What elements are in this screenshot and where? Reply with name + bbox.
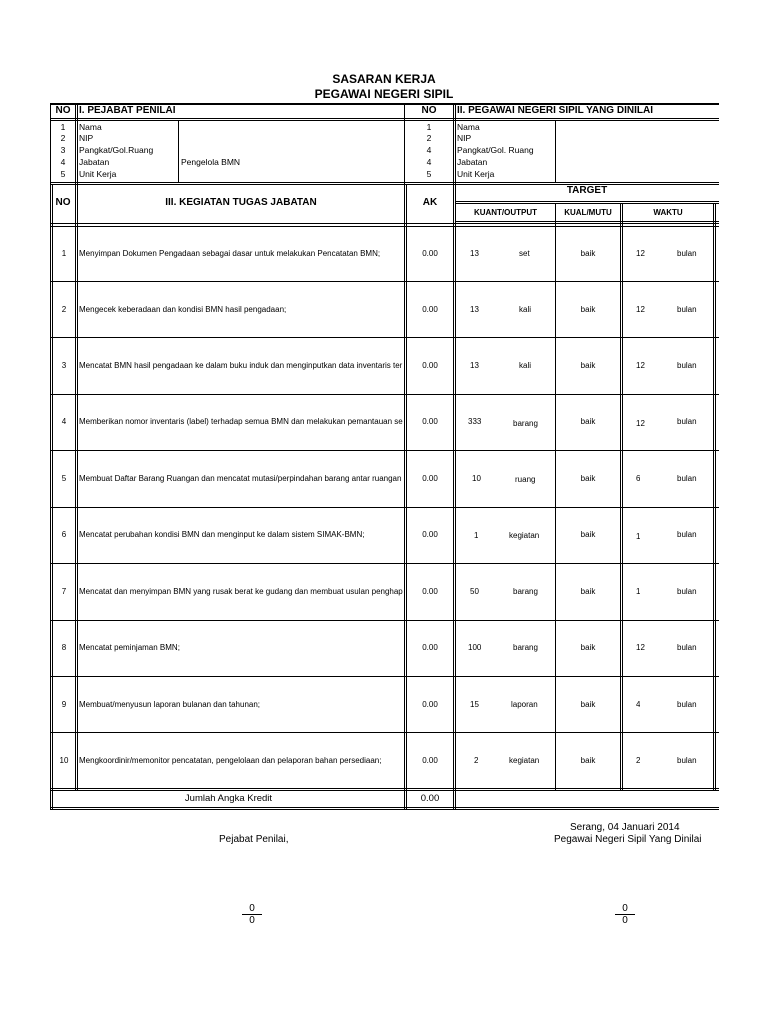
row-waktu: 12	[636, 305, 645, 314]
row-waktu: 2	[636, 756, 641, 765]
row-qty: 1	[474, 531, 479, 540]
row-kual: baik	[580, 643, 596, 652]
s2-num: 2	[426, 133, 432, 143]
row-waktu: 12	[636, 249, 645, 258]
row-ak: 0.00	[422, 305, 438, 314]
row-qty: 50	[470, 587, 479, 596]
s1-label-pangkat: Pangkat/Gol.Ruang	[79, 145, 154, 155]
row-number: 10	[59, 756, 69, 765]
s1-num: 2	[60, 133, 66, 143]
row-waktu: 12	[636, 361, 645, 370]
right-signatory-title: Pegawai Negeri Sipil Yang Dinilai	[554, 834, 702, 845]
col-header-target: TARGET	[566, 185, 608, 196]
right-signatory-nip-value: 0	[622, 915, 628, 926]
row-kual: baik	[580, 305, 596, 314]
row-ak: 0.00	[422, 417, 438, 426]
row-ak: 0.00	[422, 700, 438, 709]
left-signatory-name	[242, 903, 262, 926]
row-kual: baik	[580, 587, 596, 596]
row-qty: 13	[470, 305, 479, 314]
row-waktu-unit: bulan	[677, 643, 697, 652]
s2-label-unit-kerja: Unit Kerja	[457, 169, 495, 179]
row-number: 1	[61, 249, 67, 258]
row-qty: 13	[470, 361, 479, 370]
row-qty: 2	[474, 756, 479, 765]
s2-num: 5	[426, 169, 432, 179]
row-activity: Membuat/menyusun laporan bulanan dan tahunan;	[79, 700, 261, 709]
document-subtitle: PEGAWAI NEGERI SIPIL	[314, 87, 454, 101]
col-header-ak: AK	[422, 197, 438, 208]
right-signatory-name-value: 0	[615, 903, 635, 915]
row-unit: kegiatan	[509, 756, 540, 765]
s1-num: 1	[60, 122, 66, 132]
row-waktu: 1	[636, 587, 641, 596]
row-kual: baik	[580, 530, 596, 539]
s1-num: 5	[60, 169, 66, 179]
row-number: 9	[61, 700, 67, 709]
col-header-kuant: KUANT/OUTPUT	[473, 208, 538, 217]
row-number: 5	[61, 474, 67, 483]
row-number: 6	[61, 530, 67, 539]
row-activity: Mencatat dan menyimpan BMN yang rusak berat ke gudang dan membuat usulan penghap	[79, 587, 403, 596]
s2-num: 4	[426, 157, 432, 167]
right-signatory-name	[615, 903, 635, 926]
row-ak: 0.00	[422, 530, 438, 539]
place-date: Serang, 04 Januari 2014	[570, 822, 680, 833]
col-header-no: NO	[55, 197, 71, 208]
row-unit: set	[519, 249, 530, 258]
section2-header: II. PEGAWAI NEGERI SIPIL YANG DINILAI	[457, 105, 653, 116]
row-qty: 13	[470, 249, 479, 258]
row-kual: baik	[580, 700, 596, 709]
s2-label-nip: NIP	[457, 133, 472, 143]
row-kual: baik	[580, 474, 596, 483]
row-ak: 0.00	[422, 361, 438, 370]
s1-label-nama: Nama	[79, 122, 102, 132]
row-activity: Mengkoordinir/memonitor pencatatan, pengelolaan dan pelaporan bahan persediaan;	[79, 756, 382, 765]
row-waktu: 4	[636, 700, 641, 709]
row-ak: 0.00	[422, 756, 438, 765]
row-waktu-unit: bulan	[677, 756, 697, 765]
row-kual: baik	[580, 249, 596, 258]
row-number: 3	[61, 361, 67, 370]
row-waktu: 6	[636, 474, 641, 483]
row-activity: Membuat Daftar Barang Ruangan dan mencatat mutasi/perpindahan barang antar ruangan	[79, 474, 402, 483]
row-waktu-unit: bulan	[677, 700, 697, 709]
row-unit: laporan	[511, 700, 538, 709]
section1-header: I. PEJABAT PENILAI	[79, 105, 176, 116]
row-qty: 15	[470, 700, 479, 709]
row-activity: Mencatat BMN hasil pengadaan ke dalam buku induk dan menginputkan data inventaris ter	[79, 361, 403, 370]
row-number: 7	[61, 587, 67, 596]
row-unit: barang	[513, 419, 538, 428]
s2-label-nama: Nama	[457, 122, 480, 132]
col-header-kegiatan: III. KEGIATAN TUGAS JABATAN	[165, 197, 317, 208]
col-header-kual: KUAL/MUTU	[564, 208, 612, 217]
row-waktu-unit: bulan	[677, 249, 697, 258]
row-waktu: 1	[636, 532, 641, 541]
row-activity: Memberikan nomor inventaris (label) terhadap semua BMN dan melakukan pemantauan se	[79, 417, 403, 426]
row-activity: Mengecek keberadaan dan kondisi BMN hasil pengadaan;	[79, 305, 287, 314]
s2-label-pangkat: Pangkat/Gol. Ruang	[457, 145, 534, 155]
row-unit: kali	[519, 305, 532, 314]
row-waktu: 12	[636, 643, 645, 652]
s1-num: 3	[60, 145, 66, 155]
row-number: 2	[61, 305, 67, 314]
s2-num: 4	[426, 145, 432, 155]
row-waktu-unit: bulan	[677, 417, 697, 426]
row-ak: 0.00	[422, 249, 438, 258]
s2-num: 1	[426, 122, 432, 132]
row-waktu: 12	[636, 419, 645, 428]
s1-label-nip: NIP	[79, 133, 94, 143]
row-number: 8	[61, 643, 67, 652]
row-unit: kegiatan	[509, 531, 540, 540]
row-unit: barang	[513, 587, 538, 596]
section2-no-header: NO	[421, 105, 437, 116]
s1-num: 4	[60, 157, 66, 167]
row-waktu-unit: bulan	[677, 530, 697, 539]
row-unit: kali	[519, 361, 532, 370]
left-signatory-name-value: 0	[242, 903, 262, 915]
row-waktu-unit: bulan	[677, 587, 697, 596]
row-qty: 333	[468, 417, 482, 426]
row-ak: 0.00	[422, 643, 438, 652]
row-kual: baik	[580, 361, 596, 370]
row-waktu-unit: bulan	[677, 305, 697, 314]
row-activity: Mencatat perubahan kondisi BMN dan menginput ke dalam sistem SIMAK-BMN;	[79, 530, 365, 539]
total-value: 0.00	[420, 793, 440, 804]
row-kual: baik	[580, 756, 596, 765]
row-ak: 0.00	[422, 587, 438, 596]
row-qty: 10	[472, 474, 481, 483]
row-qty: 100	[468, 643, 482, 652]
left-signatory-nip-value: 0	[249, 915, 255, 926]
s2-label-jabatan: Jabatan	[457, 157, 488, 167]
col-header-waktu: WAKTU	[653, 208, 683, 217]
s1-jabatan-value: Pengelola BMN	[181, 157, 241, 167]
row-waktu-unit: bulan	[677, 361, 697, 370]
s1-label-unit-kerja: Unit Kerja	[79, 169, 117, 179]
row-unit: ruang	[515, 475, 536, 484]
left-signatory-title: Pejabat Penilai,	[219, 834, 289, 845]
row-kual: baik	[580, 417, 596, 426]
s1-label-jabatan: Jabatan	[79, 157, 110, 167]
section1-no-header: NO	[55, 105, 71, 116]
total-label: Jumlah Angka Kredit	[184, 793, 273, 804]
row-activity: Menyimpan Dokumen Pengadaan sebagai dasar untuk melakukan Pencatatan BMN;	[79, 249, 381, 258]
row-activity: Mencatat peminjaman BMN;	[79, 643, 180, 652]
row-waktu-unit: bulan	[677, 474, 697, 483]
document-title: SASARAN KERJA	[332, 72, 436, 86]
row-ak: 0.00	[422, 474, 438, 483]
row-number: 4	[61, 417, 67, 426]
row-unit: barang	[513, 643, 538, 652]
